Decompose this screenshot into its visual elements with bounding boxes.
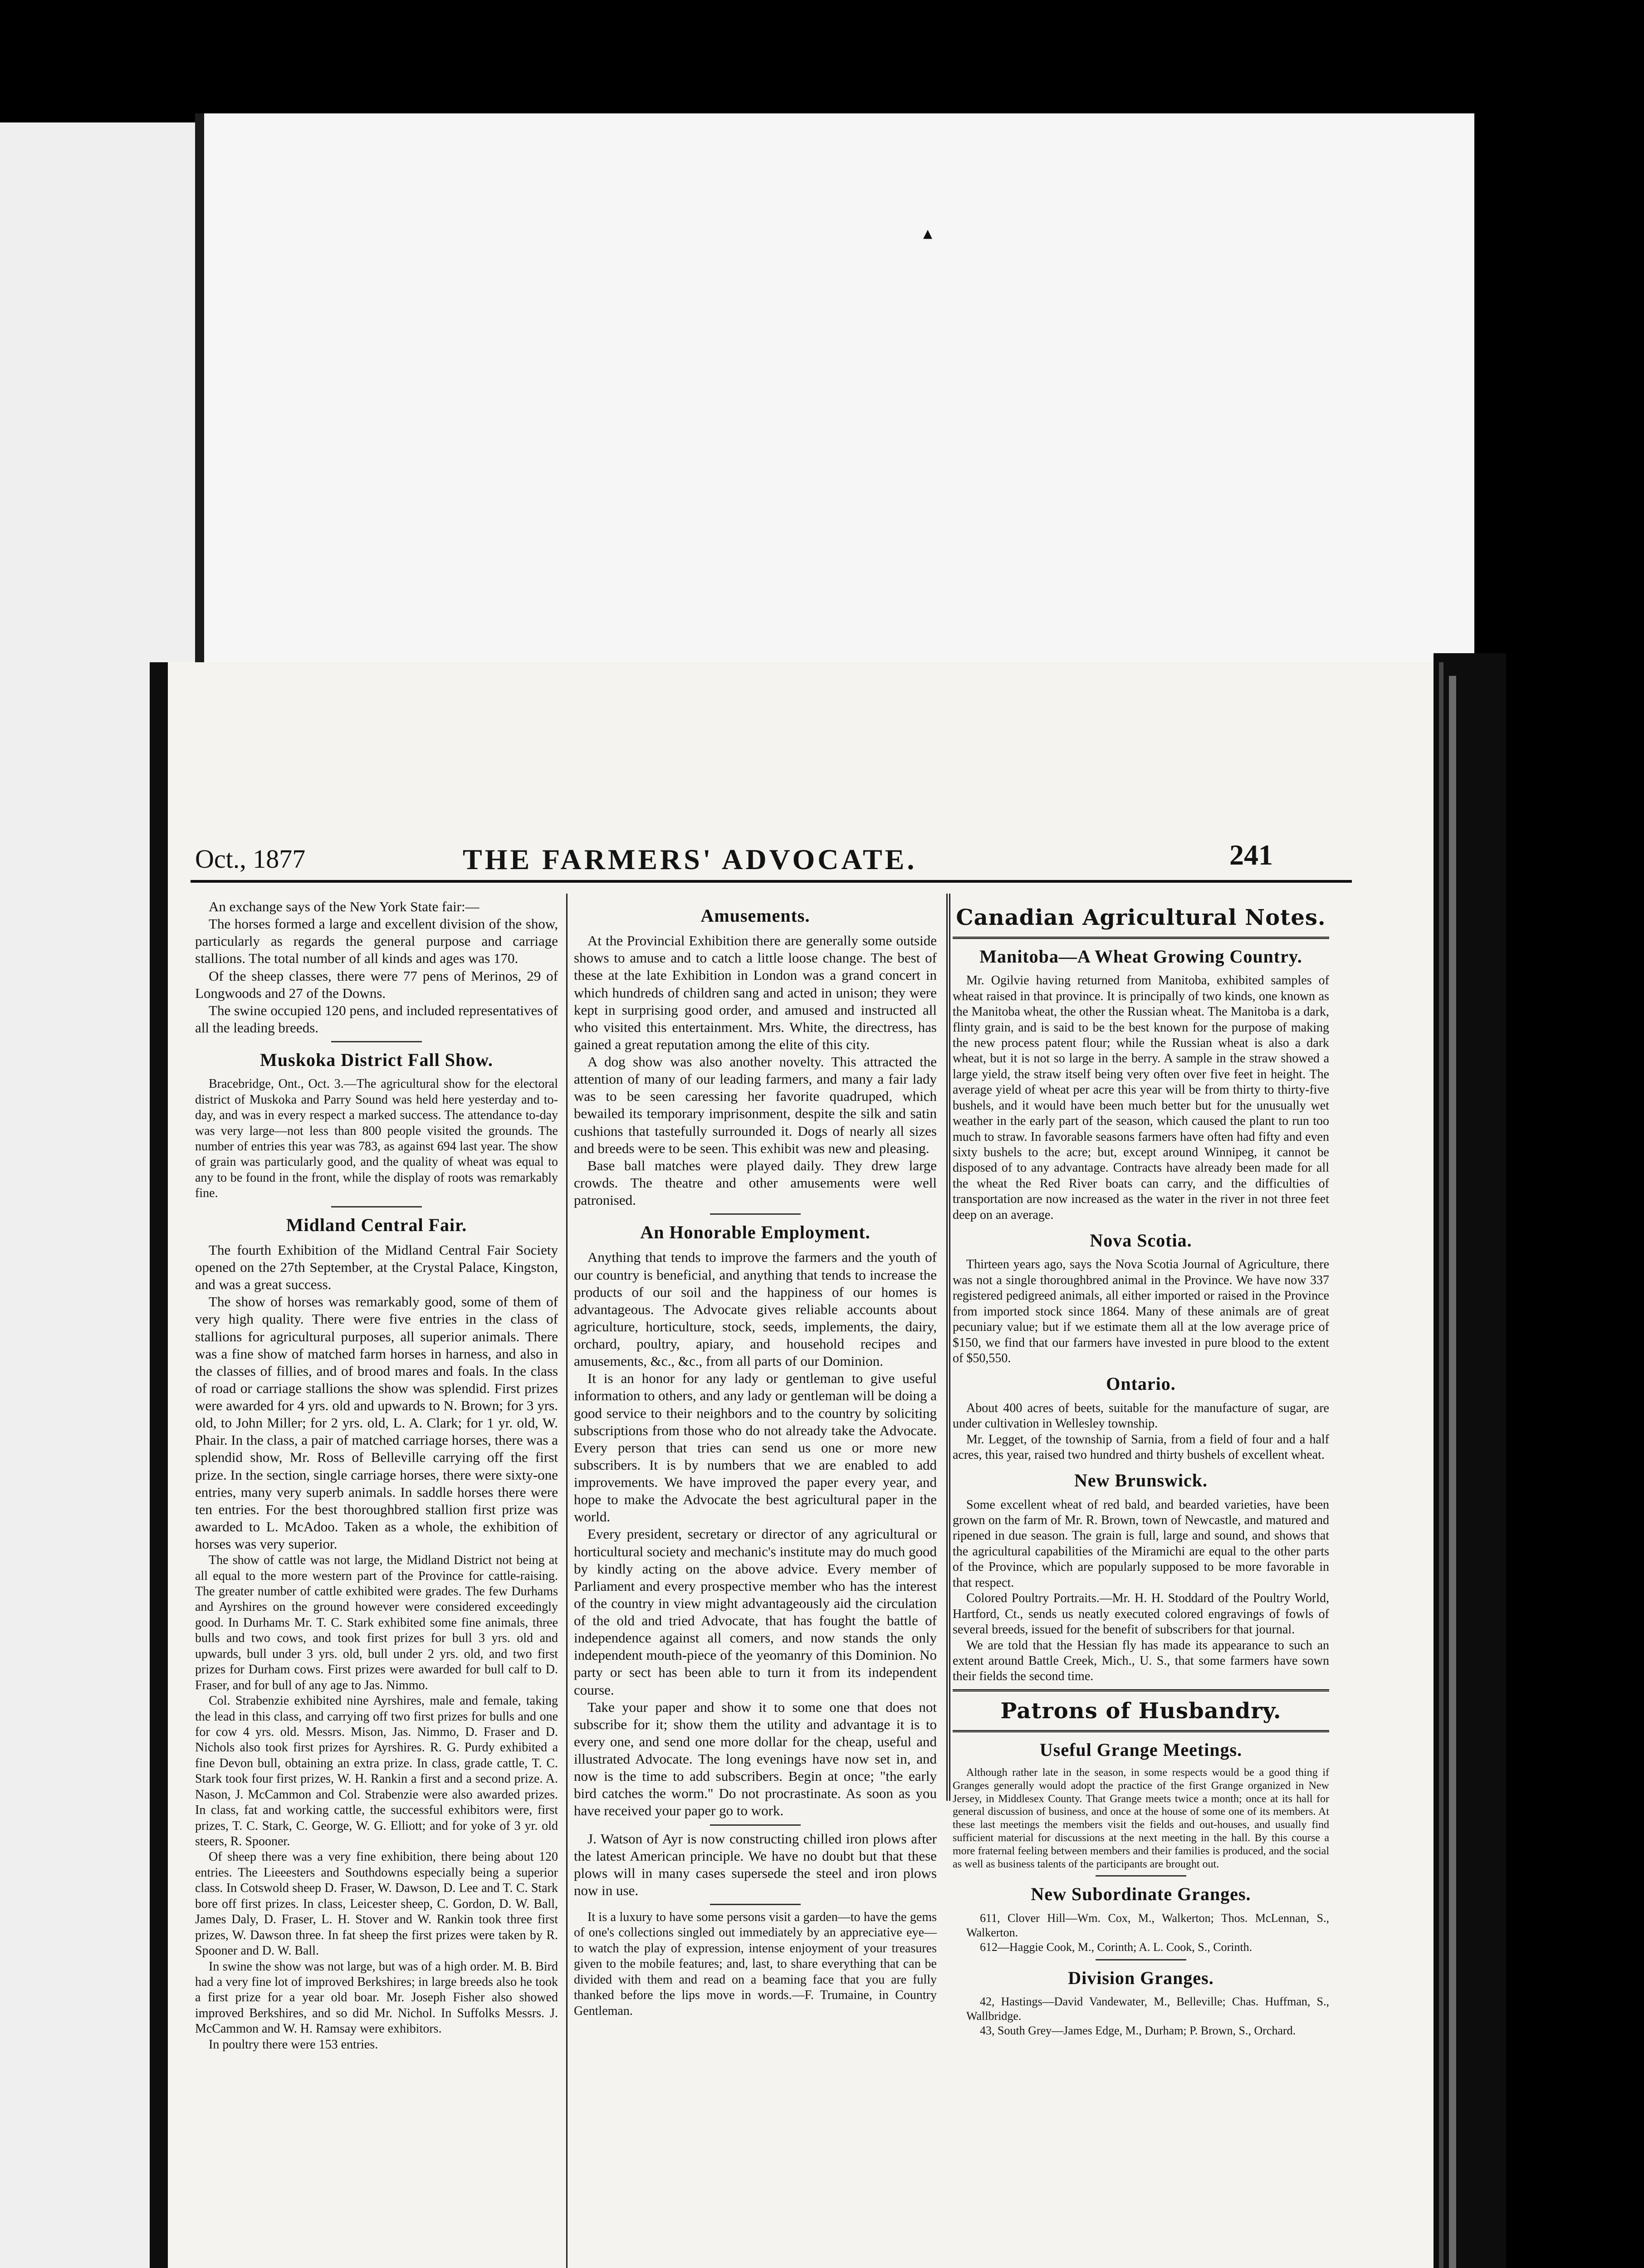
- paragraph: It is an honor for any lady or gentleman to give useful information to others, and any lady or gentleman will be doing a good service to their neighbors and to the country by soliciting subscriptions from those who do not already take the Advocate. Every person that tries can send us one or more new subscribers. It is by numbers that we are enabled to add improvements. We have improved the paper every year, and hope to make the Advocate the best agricultural paper in the world.: [574, 1370, 937, 1525]
- paragraph: Some excellent wheat of red bald, and bearded varieties, have been grown on the farm of Mr. R. Brown, town of Newcastle, and matured and ripened in due season. The grain is full, large and sound, and shows that the agricultural capabilities of the Miramichi are equal to the other parts of the Province, which are popularly supposed to be more favorable in that respect.: [953, 1497, 1329, 1590]
- page-left-edge: [150, 662, 168, 2268]
- issue-date: Oct., 1877: [195, 844, 306, 874]
- double-rule: [953, 1730, 1329, 1732]
- column-rule-1: [566, 894, 568, 2268]
- paragraph: A dog show was also another novelty. This attracted the attention of many of our leading farmers, and many a fair lady was to be seen caressing her favorite quadruped, which bewailed its temporary imprisonment, despite the silk and satin cushions that tastefully surrounded it. Dogs of nearly all sizes and breeds were to be seen. This exhibit was new and pleasing.: [574, 1054, 937, 1156]
- separator: [1096, 1959, 1186, 1960]
- paragraph: The swine occupied 120 pens, and included representatives of all the leading breeds.: [195, 1002, 558, 1036]
- separator: [1096, 1875, 1186, 1877]
- paragraph: Colored Poultry Portraits.—Mr. H. H. Stoddard of the Poultry World, Hartford, Ct., sends us neatly executed colored engravings of fowls of several breeds, issued for the benefit of subscribers for that journal.: [953, 1591, 1329, 1637]
- article-heading: New Brunswick.: [1074, 1470, 1208, 1491]
- paragraph: Bracebridge, Ont., Oct. 3.—The agricultural show for the electoral district of Muskoka and Parry Sound was held here yesterday and to-day, and was in every respect a marked success. The attendance to-day was very large—not less than 800 people visited the grounds. The number of entries this year was 783, as against 694 last year. The show of grain was particularly good, and the quality of wheat was equal to any to be found in the front, while the display of roots was remarkably fine.: [195, 1077, 558, 1201]
- paragraph: Of sheep there was a very fine exhibition, there being about 120 entries. The Lieeesters and Southdowns especially being a superior class. In Cotswold sheep D. Fraser, W. Dawson, D. Lee and T. C. Stark bore off first prizes. In class, Leicester sheep, C. Gordon, D. W. Ball, James Daly, D. Fraser, L. H. Stover and W. Rankin took three first prizes, W. Dawson three. In fat sheep the first prizes were taken by R. Spooner and D. W. Ball.: [195, 1850, 558, 1958]
- section-heading: Patrons of Husbandry.: [1000, 1698, 1282, 1724]
- paragraph: We are told that the Hessian fly has made its appearance to such an extent around Battle Creek, Mich., U. S., that some farmers have sown their fields the second time.: [953, 1638, 1329, 1684]
- paragraph: Base ball matches were played daily. They drew large crowds. The theatre and other amusements were well patronised.: [574, 1157, 937, 1208]
- article-heading: Muskoka District Fall Show.: [260, 1050, 493, 1070]
- column-left: [195, 898, 558, 2053]
- paragraph: Anything that tends to improve the farmers and the youth of our country is beneficial, and anything that tends to increase the products of our soil and the happiness of our homes is advantageous. The Advocate gives reliable accounts about agriculture, horticulture, stock, seeds, implements, the dairy, orchard, poultry, apiary, and household recipes and amusements, &c., &c., from all parts of our Dominion.: [574, 1249, 937, 1369]
- paragraph: Col. Strabenzie exhibited nine Ayrshires, male and female, taking the lead in this class, and carrying off two first prizes for bulls and one for cow 4 yrs. old. Messrs. Mison, Jas. Nimmo, D. Fraser and D. Nichols also took first prizes for Ayrshires. R. G. Purdy exhibited a fine Devon bull, obtaining an extra prize. In class, grade cattle, T. C. Stark took four first prizes, W. H. Rankin a first and a second prize. A. Nason, J. McCammon and Col. Strabenzie were also awarded prizes. In class, fat and working cattle, the successful exhibitors were, first prizes, T. C. Stark, C. George, W. G. Elliott; and for yoke of 3 yr. old steers, R. Spooner.: [195, 1694, 558, 1848]
- double-rule: [953, 1689, 1329, 1691]
- article-heading: Midland Central Fair.: [286, 1214, 467, 1235]
- paragraph: J. Watson of Ayr is now constructing chilled iron plows after the latest American principle. We have no doubt but that these plows will in many cases supersede the steel and iron plows now in use.: [574, 1830, 937, 1898]
- paragraph: An exchange says of the New York State fair:—: [209, 899, 480, 914]
- paragraph: It is a luxury to have some persons visit a garden—to have the gems of one's collections singled out immediately by an appreciative eye—to watch the play of expression, intense enjoyment of your treasures given to the mobile features; and, last, to share everything that can be divided with them and read on a beaming face that you are fully thanked before the lips move in words.—F. Trumaine, in Country Gentleman.: [574, 1910, 937, 2018]
- paragraph: Mr. Ogilvie having returned from Manitoba, exhibited samples of wheat raised in that province. It is principally of two kinds, one known as the Manitoba wheat, the other the Russian wheat. The Manitoba is a dark, flinty grain, and is said to be the best known for the purpose of making the new process patent flour; while the Russian wheat is also a dark wheat, but it is not so large in the berry. A sample in the straw showed a large yield, the straw itself being very often over five feet in height. The average yield of wheat per acre this year will be from thirty to thirty-five bushels, and it would have been much better but for the unusually wet weather in the early part of the season, which caused the plant to run too much to straw. In favorable seasons farmers have often had fifty and even sixty bushels to the acre; but, except around Winnipeg, it cannot be disposed of to any advantage. Contracts have already been made for all the wheat the Red River boats can carry, and the difficulties of transportation are now increased as the water in the river in not three feet deep on an average.: [953, 973, 1329, 1222]
- header-rule: [191, 880, 1352, 883]
- paragraph: The horses formed a large and excellent division of the show, particularly as regards the general purpose and carriage stallions. The total number of all kinds and ages was 170.: [195, 916, 558, 967]
- paragraph: Of the sheep classes, there were 77 pens of Merinos, 29 of Longwoods and 27 of the Downs.: [195, 968, 558, 1001]
- paragraph: The fourth Exhibition of the Midland Central Fair Society opened on the 27th September, at the Crystal Palace, Kingston, and was a great success.: [195, 1242, 558, 1293]
- paragraph: In poultry there were 153 entries.: [209, 2037, 378, 2052]
- paragraph: Although rather late in the season, in some respects would be a good thing if Granges generally would adopt the practice of the first Grange organized in New Jersey, in Middlesex County. That Grange meets twice a month; once at its hall for general discussion of business, and once at the house of some one of its members. At these last meetings the members visit the fields and out-houses, and usually find sufficient material for discussions at the next meeting in the hall. By this course a more fraternal feeling between members and their families is produced, and the social as well as business talents of the participants are brought out.: [953, 1767, 1329, 1870]
- separator: [710, 1904, 801, 1905]
- grange-entry: 611, Clover Hill—Wm. Cox, M., Walkerton; Thos. McLennan, S., Walkerton.: [966, 1911, 1329, 1939]
- column-middle: [574, 898, 937, 2019]
- article-heading: Manitoba—A Wheat Growing Country.: [979, 946, 1302, 967]
- binding-edge: [1434, 653, 1506, 2268]
- double-rule: [953, 937, 1329, 939]
- article-heading: Ontario.: [1106, 1374, 1176, 1394]
- column-rule-2: [946, 894, 948, 1801]
- paragraph: About 400 acres of beets, suitable for the manufacture of sugar, are under cultivation in Wellesley township.: [953, 1401, 1329, 1431]
- paragraph: Mr. Legget, of the township of Sarnia, from a field of four and a half acres, this year, raised two hundred and thirty bushels of excellent wheat.: [953, 1432, 1329, 1462]
- separator: [710, 1213, 801, 1215]
- article-heading: Division Granges.: [1068, 1967, 1214, 1988]
- blank-upper-page: [204, 113, 1474, 662]
- separator: [331, 1206, 422, 1207]
- article-heading: Amusements.: [700, 905, 810, 926]
- section-heading: Canadian Agricultural Notes.: [956, 905, 1326, 930]
- article-heading: An Honorable Employment.: [640, 1222, 871, 1243]
- grange-entry: 42, Hastings—David Vandewater, M., Belleville; Chas. Huffman, S., Wallbridge.: [966, 1994, 1329, 2023]
- paragraph: At the Provincial Exhibition there are generally some outside shows to amuse and to catch a little loose change. The best of these at the late Exhibition in London was a grand concert in which hundreds of children sang and acted in unison; they were kept in surprising good order, and amused and instructed all who visited this entertainment. Mrs. White, the directress, has gained a great reputation among the elite of this city.: [574, 933, 937, 1052]
- column-right: [953, 898, 1329, 2038]
- page-content: [172, 680, 1420, 2268]
- paragraph: In swine the show was not large, but was of a high order. M. B. Bird had a very fine lot of improved Berkshires; in large breeds also he took a first prize for a year old boar. Mr. Joseph Fisher also showed improved Berkshires, and so did Mr. Nichol. In Suffolks Messrs. J. McCammon and W. H. Ramsay were exhibitors.: [195, 1959, 558, 2036]
- separator: [331, 1041, 422, 1042]
- grange-entry: 612—Haggie Cook, M., Corinth; A. L. Cook, S., Corinth.: [980, 1940, 1253, 1954]
- column-rule-2b: [949, 894, 950, 1801]
- article-heading: New Subordinate Granges.: [1031, 1884, 1251, 1905]
- masthead-title: THE FARMERS' ADVOCATE.: [463, 843, 917, 875]
- separator: [710, 1824, 801, 1826]
- grange-entry: 43, South Grey—James Edge, M., Durham; P. Brown, S., Orchard.: [980, 2024, 1296, 2037]
- article-heading: Useful Grange Meetings.: [1039, 1739, 1243, 1760]
- paragraph: Every president, secretary or director of any agricultural or horticultural society and mechanic's institute may do much good by kindly acting on the above advice. Every member of Parliament and every prospective member who has the interest of the country in view might advantageously aid the circulation of the old and tried Advocate, that has fought the battle of independence against all comers, and now stands the only independent mouth-piece of the yeomanry of this Dominion. No party or sect has been able to turn it from its independent course.: [574, 1526, 937, 1698]
- paragraph: The show of cattle was not large, the Midland District not being at all equal to the more western part of the Province for cattle-raising. The greater number of cattle exhibited were grades. The few Durhams and Ayrshires on the ground however were considered exceedingly good. In Durhams Mr. T. C. Stark exhibited some fine animals, three bulls and two cows, and took first prizes for bull 3 yrs. old and upwards, bull under 3 yrs. old, bull under 2 yrs. old, and two first prizes for Durham cows. First prizes were awarded for bull calf to D. Fraser, and for bull of any age to Jas. Nimmo.: [195, 1553, 558, 1692]
- page-number: 241: [1229, 839, 1273, 871]
- scan-speck: ▴: [923, 223, 933, 243]
- paragraph: Take your paper and show it to some one that does not subscribe for it; show them the utility and advantage it is to every one, and send one more dollar for the cheap, useful and illustrated Advocate. The long evenings have now set in, and now is the time to add subscribers. Begin at once; "the early bird catches the worm." Do not procrastinate. As soon as you have received your paper go to work.: [574, 1699, 937, 1819]
- paragraph: The show of horses was remarkably good, some of them of very high quality. There were five entries in the class of stallions for agricultural purposes, all superior animals. There was a fine show of matched farm horses in harness, and also in the classes of fillies, and of brood mares and foals. In the class of road or carriage stallions the show was splendid. First prizes were awarded for 4 yrs. old and upwards to N. Brown; for 3 yrs. old, to John Miller; for 2 yrs. old, L. A. Clark; for 1 yr. old, W. Phair. In the class, a pair of matched carriage horses, there was a splendid show, Mr. Ross of Belleville carrying off the first prize. In the section, single carriage horses, there were sixty-one entries, many very superb animals. In saddle horses there were ten entries. For the best thoroughbred stallion first prize was awarded to L. McAdoo. Taken as a whole, the exhibition of horses was very superior.: [195, 1294, 558, 1552]
- article-heading: Nova Scotia.: [1090, 1230, 1192, 1251]
- paragraph: Thirteen years ago, says the Nova Scotia Journal of Agriculture, there was not a single thoroughbred animal in the Province. We have now 337 registered pedigreed animals, all either imported or raised in the Province from imported stock since 1864. Many of these animals are of great pecuniary value; but if we estimate them all at the low average price of $150, we find that our farmers have invested in pure blood to the extent of $50,550.: [953, 1257, 1329, 1366]
